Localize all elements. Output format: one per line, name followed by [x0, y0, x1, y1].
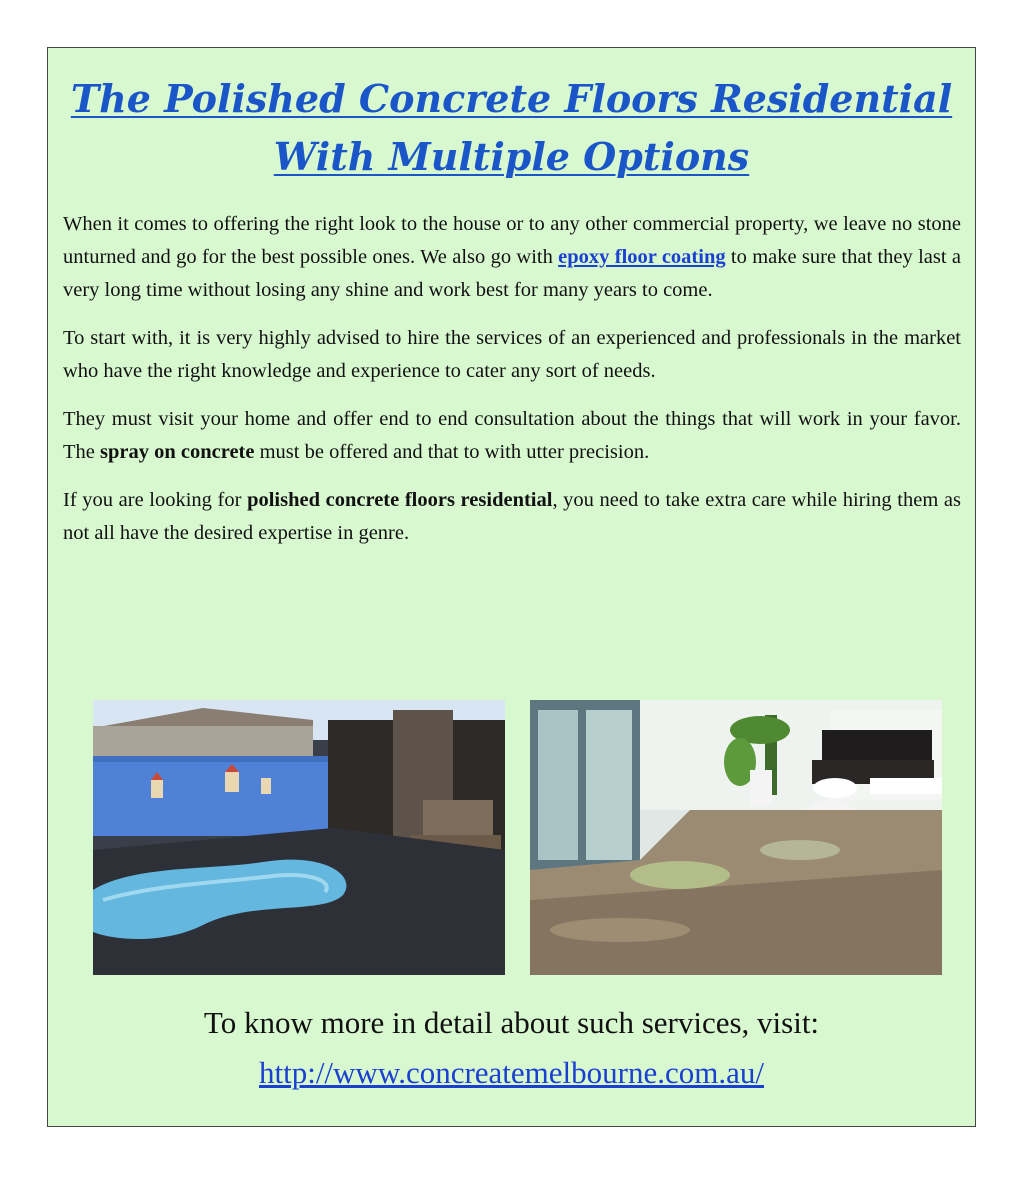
paragraph-3-text-b: must be offered and that to with utter precision. [254, 441, 650, 463]
paragraph-3-text-a: They must visit your home and offer end to end consultation about the things that will work in your favor. The [63, 408, 961, 463]
call-to-action-text: To know more in detail about such services, visit: [203, 1005, 820, 1040]
page-title [48, 70, 975, 186]
document-page [47, 47, 976, 1127]
epoxy-floor-coating-link[interactable]: epoxy floor coating [558, 246, 726, 268]
title-link-line2[interactable]: With Multiple Options [273, 134, 750, 179]
paragraph-2: To start with, it is very highly advised to hire the services of an experienced and professionals in the market who have the right knowledge and experience to cater any sort of needs. [63, 327, 961, 382]
polished-floor-illustration [530, 700, 942, 975]
paragraph-1-text-b: to make sure that they last a very long time without losing any shine and work best for many years to come. [63, 246, 961, 301]
pool-deck-illustration [93, 700, 505, 975]
pool-deck-photo [93, 700, 505, 975]
article-body [63, 208, 961, 565]
spray-on-concrete-bold: spray on concrete [100, 441, 255, 463]
website-url [48, 1053, 975, 1093]
paragraph-1 [63, 208, 961, 307]
paragraph-1-text-a: When it comes to offering the right look to the house or to any other commercial property, we leave no stone unturned and go for the best possible ones. We also go with [63, 213, 961, 268]
title-link-line1[interactable]: The Polished Concrete Floors Residential [70, 76, 953, 121]
paragraph-4 [63, 484, 961, 550]
paragraph-3 [63, 403, 961, 469]
polished-concrete-bold: polished concrete floors residential [247, 489, 553, 511]
polished-floor-photo [530, 700, 942, 975]
paragraph-4-text-b: , you need to take extra care while hiring them as not all have the desired expertise in genre. [63, 489, 961, 544]
paragraph-4-text-a: If you are looking for [63, 489, 248, 511]
website-link[interactable]: http://www.concreatemelbourne.com.au/ [258, 1055, 764, 1090]
